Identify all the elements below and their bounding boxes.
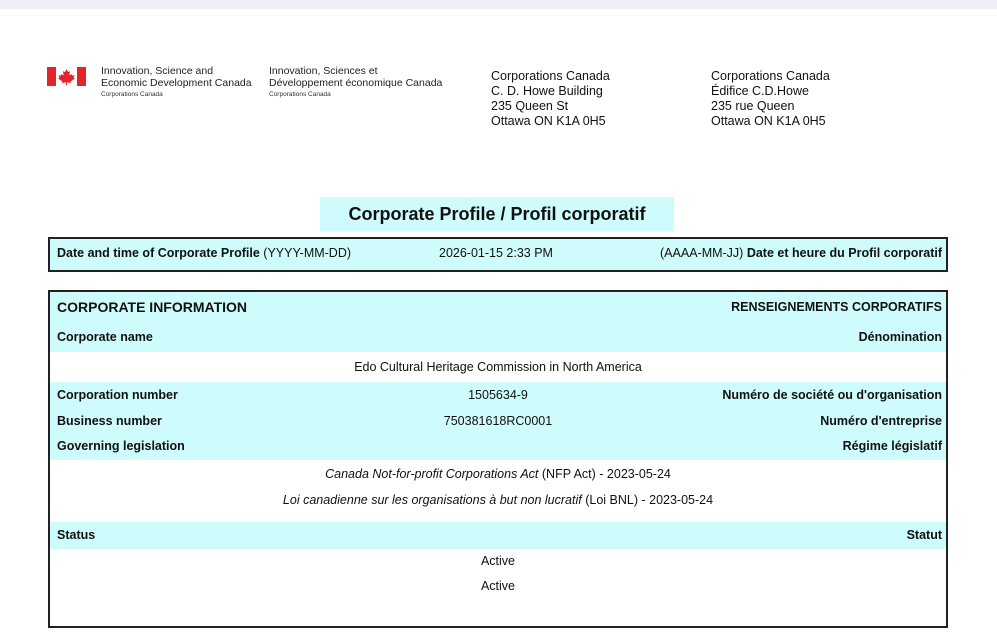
address-en-line-4: Ottawa ON K1A 0H5	[491, 114, 606, 128]
dept-en-subtitle: Corporations Canada	[101, 91, 163, 98]
status-values	[50, 549, 946, 609]
corporation-number-value: 1505634-9	[468, 388, 528, 402]
governing-legislation-values	[50, 460, 946, 520]
department-name-en	[101, 66, 252, 101]
top-band	[0, 0, 997, 9]
corporate-name-label-en: Corporate name	[57, 330, 153, 344]
address-en	[491, 69, 610, 129]
datetime-value: 2026-01-15 2:33 PM	[439, 246, 553, 260]
address-fr-line-1: Corporations Canada	[711, 69, 830, 83]
datetime-format-fr: (AAAA-MM-JJ)	[660, 246, 747, 260]
business-number-label-en: Business number	[57, 414, 162, 428]
governing-legislation-label-en: Governing legislation	[57, 439, 185, 453]
legislation-en-act-name: Canada Not-for-profit Corporations Act	[325, 467, 539, 481]
corporation-details-block	[50, 382, 946, 460]
status-label-fr: Statut	[906, 528, 942, 542]
heading-fr: RENSEIGNEMENTS CORPORATIFS	[731, 300, 942, 314]
heading-en: CORPORATE INFORMATION	[57, 299, 248, 315]
status-value-fr: Active	[480, 579, 516, 593]
legislation-en	[50, 467, 946, 481]
corporate-name-label-row	[50, 322, 946, 352]
address-fr-line-4: Ottawa ON K1A 0H5	[711, 114, 826, 128]
business-number-label-fr: Numéro d'entreprise	[820, 414, 942, 428]
address-fr-line-2: Édifice C.D.Howe	[711, 84, 809, 98]
status-label-row	[50, 522, 946, 549]
address-en-line-2: C. D. Howe Building	[491, 84, 603, 98]
dept-fr-subtitle: Corporations Canada	[269, 91, 331, 98]
legislation-en-date: (NFP Act) - 2023-05-24	[538, 467, 671, 481]
address-en-line-1: Corporations Canada	[491, 69, 610, 83]
dept-fr-line-2: Développement économique Canada	[269, 76, 443, 89]
status-value-en: Active	[480, 554, 516, 568]
datetime-format-en: (YYYY-MM-DD)	[259, 246, 352, 260]
page-title: Corporate Profile / Profil corporatif	[320, 197, 674, 231]
department-name-fr	[269, 66, 442, 101]
canada-flag-icon	[47, 67, 86, 86]
address-fr-line-3: 235 rue Queen	[711, 99, 795, 113]
address-en-line-3: 235 Queen St	[491, 99, 569, 113]
datetime-label-en-bold: Date and time of Corporate Profile	[57, 246, 260, 260]
legislation-fr	[50, 493, 946, 507]
datetime-label-fr	[660, 246, 942, 260]
corporate-name-value: Edo Cultural Heritage Commission in North America	[354, 360, 642, 374]
corporation-number-label-en: Corporation number	[57, 388, 178, 402]
dept-en-line-2: Economic Development Canada	[101, 76, 252, 89]
legislation-fr-act-name: Loi canadienne sur les organisations à but non lucratif	[282, 493, 582, 507]
corporate-information-section	[48, 290, 948, 628]
corporation-number-label-fr: Numéro de société ou d'organisation	[722, 388, 942, 402]
dept-fr-line-1: Innovation, Sciences et	[269, 65, 378, 77]
corporate-name-value-row	[50, 352, 946, 382]
business-number-value: 750381618RC0001	[443, 414, 553, 428]
corporate-info-header	[50, 292, 946, 322]
datetime-label-en	[57, 246, 351, 260]
datetime-label-fr-bold: Date et heure du Profil corporatif	[746, 246, 942, 260]
governing-legislation-label-fr: Régime législatif	[842, 439, 942, 453]
corporate-name-label-fr: Dénomination	[858, 330, 942, 344]
dept-en-line-1: Innovation, Science and	[101, 65, 214, 77]
legislation-fr-date: (Loi BNL) - 2023-05-24	[581, 493, 714, 507]
address-fr	[711, 69, 830, 129]
status-label-en: Status	[57, 528, 96, 542]
profile-datetime-box	[48, 237, 948, 272]
